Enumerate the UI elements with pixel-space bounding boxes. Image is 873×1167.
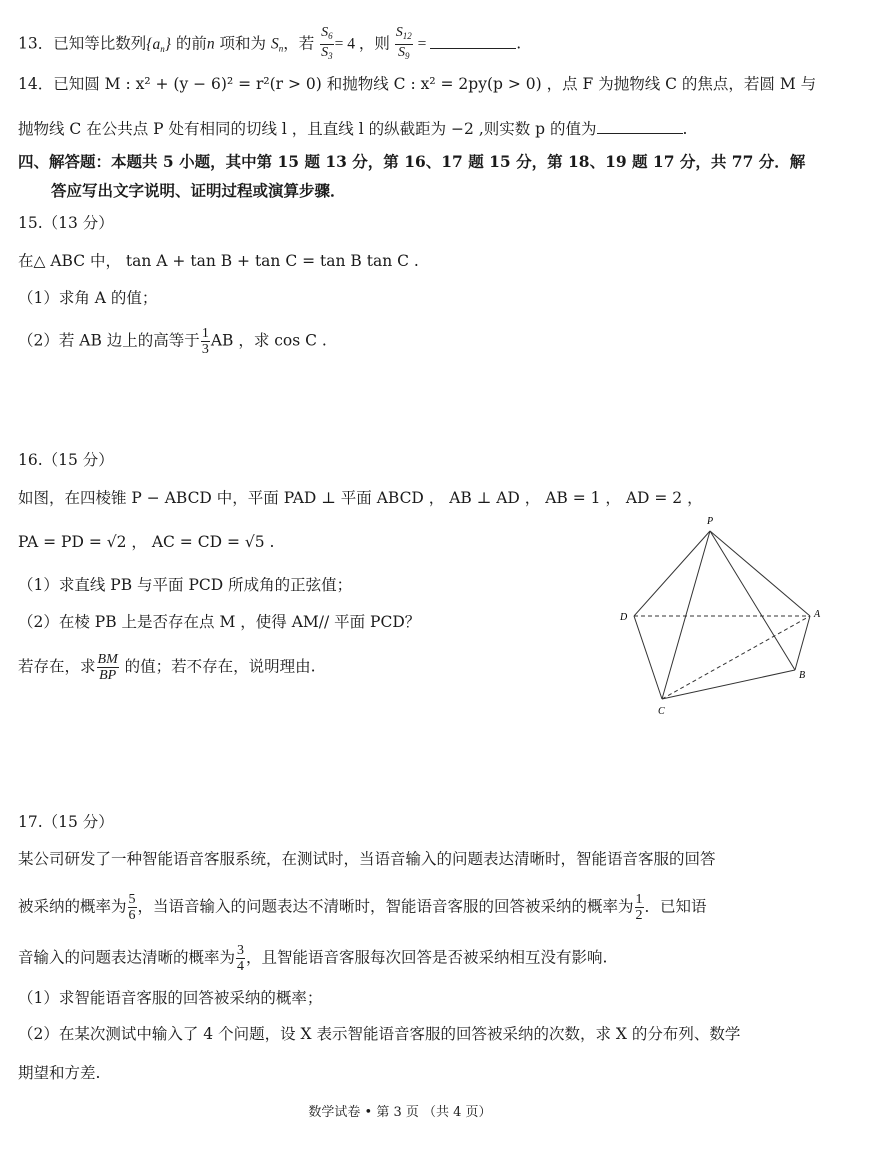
q15-part2-text: （2）若 AB 边上的高等于	[18, 331, 200, 350]
q17-stem-2-text3: ．已知语	[644, 897, 707, 916]
q17-f2-den: 2	[635, 908, 643, 923]
q13-f1-den-sub: 3	[328, 51, 333, 61]
q16-stem-1: 如图，在四棱锥 P − ABCD 中，平面 PAD ⊥ 平面 ABCD ， AB ⊥ AD ， AB = 1 ， AD = 2 ，	[18, 489, 703, 507]
q17-part2: （2）在某次测试中输入了 4 个问题，设 X 表示智能语音客服的回答被采纳的次数，求 X 的分布列、数学	[18, 1025, 741, 1043]
q14-answer-blank	[597, 119, 683, 134]
q17-stem-3	[18, 943, 607, 974]
q17-part2-cont: 期望和方差.	[18, 1064, 101, 1082]
q17-fraction-3	[236, 943, 245, 974]
q13-text: 已知等比数列	[53, 34, 147, 53]
q17-fraction-1	[128, 892, 137, 923]
q13-fraction-2	[395, 25, 413, 64]
vertex-C-label: C	[658, 706, 665, 717]
q15-frac-den: 3	[201, 342, 209, 357]
q14-line-2	[18, 119, 687, 139]
q16-frac-den: BP	[99, 668, 117, 683]
q13-eq1: = 4 ，则	[334, 35, 394, 53]
q16-part3	[18, 652, 316, 683]
q13-seq-end: }	[164, 35, 171, 53]
q17-stem-3-text: 音输入的问题表达清晰的概率为	[18, 948, 236, 967]
q13-line	[18, 25, 521, 64]
q13-f2-den-sub: 9	[405, 51, 410, 61]
q13-seq: {a	[146, 35, 161, 53]
q13-S: S	[270, 35, 279, 53]
q13-text2: 的前	[170, 34, 207, 53]
q13-fraction-1	[320, 25, 334, 64]
vertex-P-label: P	[707, 516, 714, 527]
q13-text3: 项和为	[214, 34, 271, 53]
q15-part2	[18, 326, 327, 357]
q15-fraction	[201, 326, 210, 357]
q13-f2-num: S	[395, 25, 403, 40]
q17-f1-num: 5	[128, 892, 136, 907]
pyramid-figure	[610, 510, 830, 720]
q13-n: n	[206, 35, 215, 53]
q16-part3-text2: 的值；若不存在，说明理由.	[119, 657, 316, 676]
q16-frac-num: BM	[97, 652, 118, 667]
vertex-A-label: A	[814, 609, 821, 620]
q17-stem-2	[18, 892, 707, 923]
q17-f1-den: 6	[128, 908, 136, 923]
q13-eq2: =	[413, 35, 431, 53]
q15-part2-text2: AB ，求 cos C .	[210, 331, 327, 350]
q17-part1: （1）求智能语音客服的回答被采纳的概率；	[18, 989, 323, 1007]
page-footer: 数学试卷 • 第 3 页 （共 4 页）	[308, 1105, 492, 1120]
q15-stem: 在△ ABC 中， tan A + tan B + tan C = tan B tan C .	[18, 252, 419, 270]
q13-number: 13．	[18, 34, 54, 53]
q16-part3-text: 若存在，求	[18, 657, 96, 676]
q17-stem-3-text2: ，且智能语音客服每次回答是否被采纳相互没有影响.	[246, 948, 608, 967]
q14-line-1: 14．已知圆 M : x² + (y − 6)² = r²(r > 0) 和抛物线 C : x² = 2py(p > 0) ，点 F 为抛物线 C 的焦点，若圆 M 与	[18, 75, 817, 93]
q17-stem-2-text2: ，当语音输入的问题表达不清晰时，智能语音客服的回答被采纳的概率为	[137, 897, 634, 916]
vertex-D-label: D	[620, 612, 628, 623]
q15-heading: 15.（13 分）	[18, 214, 114, 232]
q17-f3-num: 3	[237, 943, 245, 958]
q16-part1: （1）求直线 PB 与平面 PCD 所成角的正弦值；	[18, 576, 353, 594]
q13-f1-num: S	[321, 25, 329, 40]
q16-stem-2: PA = PD = √2 ， AC = CD = √5 .	[18, 533, 275, 551]
q13-f2-num-sub: 12	[402, 31, 412, 41]
q17-stem-1: 某公司研发了一种智能语音客服系统，在测试时，当语音输入的问题表达清晰时，智能语音客服的回答	[18, 850, 716, 868]
q15-part1: （1）求角 A 的值；	[18, 289, 158, 307]
q13-f1-num-sub: 6	[328, 31, 333, 41]
q17-fraction-2	[635, 892, 644, 923]
section4-instructions-2: 答应写出文字说明、证明过程或演算步骤．	[51, 181, 346, 200]
q13-seq-sub: n	[160, 43, 165, 54]
q14-end: .	[682, 120, 688, 138]
q14-line-2-text: 抛物线 C 在公共点 P 处有相同的切线 l ，且直线 l 的纵截距为 −2 ,则实数 p 的值为	[18, 120, 597, 138]
q17-f3-den: 4	[237, 959, 245, 974]
q13-f1-den: S	[321, 45, 329, 60]
q13-text4: ，若	[283, 34, 320, 53]
vertex-B-label: B	[799, 670, 806, 681]
q17-stem-2-text: 被采纳的概率为	[18, 897, 127, 916]
q17-f2-num: 1	[635, 892, 643, 907]
q13-f2-den: S	[398, 45, 406, 60]
q16-fraction	[97, 652, 119, 683]
q13-end: .	[516, 34, 522, 53]
q15-frac-num: 1	[201, 326, 209, 341]
q13-S-sub: n	[278, 43, 284, 54]
q13-answer-blank	[430, 34, 516, 49]
q16-part2: （2）在棱 PB 上是否存在点 M ，使得 AM// 平面 PCD？	[18, 613, 421, 631]
q16-heading: 16.（15 分）	[18, 451, 114, 469]
section4-instructions: 四、解答题：本题共 5 小题，其中第 15 题 13 分，第 16、17 题 15 分，第 18、19 题 17 分，共 77 分．解	[18, 152, 806, 171]
q17-heading: 17.（15 分）	[18, 813, 114, 831]
